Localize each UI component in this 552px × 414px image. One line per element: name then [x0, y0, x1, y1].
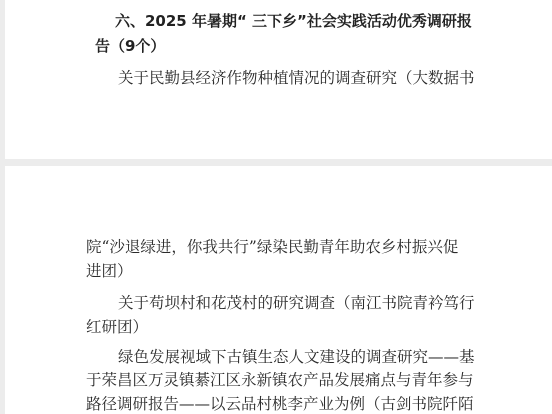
report-item-3-line-3: 路径调研报告——以云品村桃李产业为例（古剑书院阡陌: [86, 395, 474, 413]
report-item-3-line-2: 于荣昌区万灵镇綦江区永新镇农产品发展痛点与青年参与: [86, 371, 474, 389]
report-item-2-line-2: 红研团）: [86, 318, 149, 336]
report-item-3-line-1: 绿色发展视域下古镇生态人文建设的调查研究——基: [118, 348, 475, 366]
report-item-1-line-2: 院“沙退绿进，你我共行”绿染民勤青年助农乡村振兴促: [86, 238, 459, 256]
report-item-1-line-1: 关于民勤县经济作物种植情况的调查研究（大数据书: [118, 69, 475, 87]
report-item-2-line-1: 关于苟坝村和花茂村的研究调查（南江书院青衿笃行: [118, 294, 475, 312]
document-page-bottom: [5, 166, 552, 414]
document-page-top: [5, 0, 552, 159]
report-item-1-line-3: 进团）: [86, 262, 133, 280]
section-heading-line-2: 告（9个）: [95, 37, 166, 55]
section-heading-line-1: 六、2025 年暑期“ 三下乡”社会实践活动优秀调研报: [115, 12, 472, 30]
